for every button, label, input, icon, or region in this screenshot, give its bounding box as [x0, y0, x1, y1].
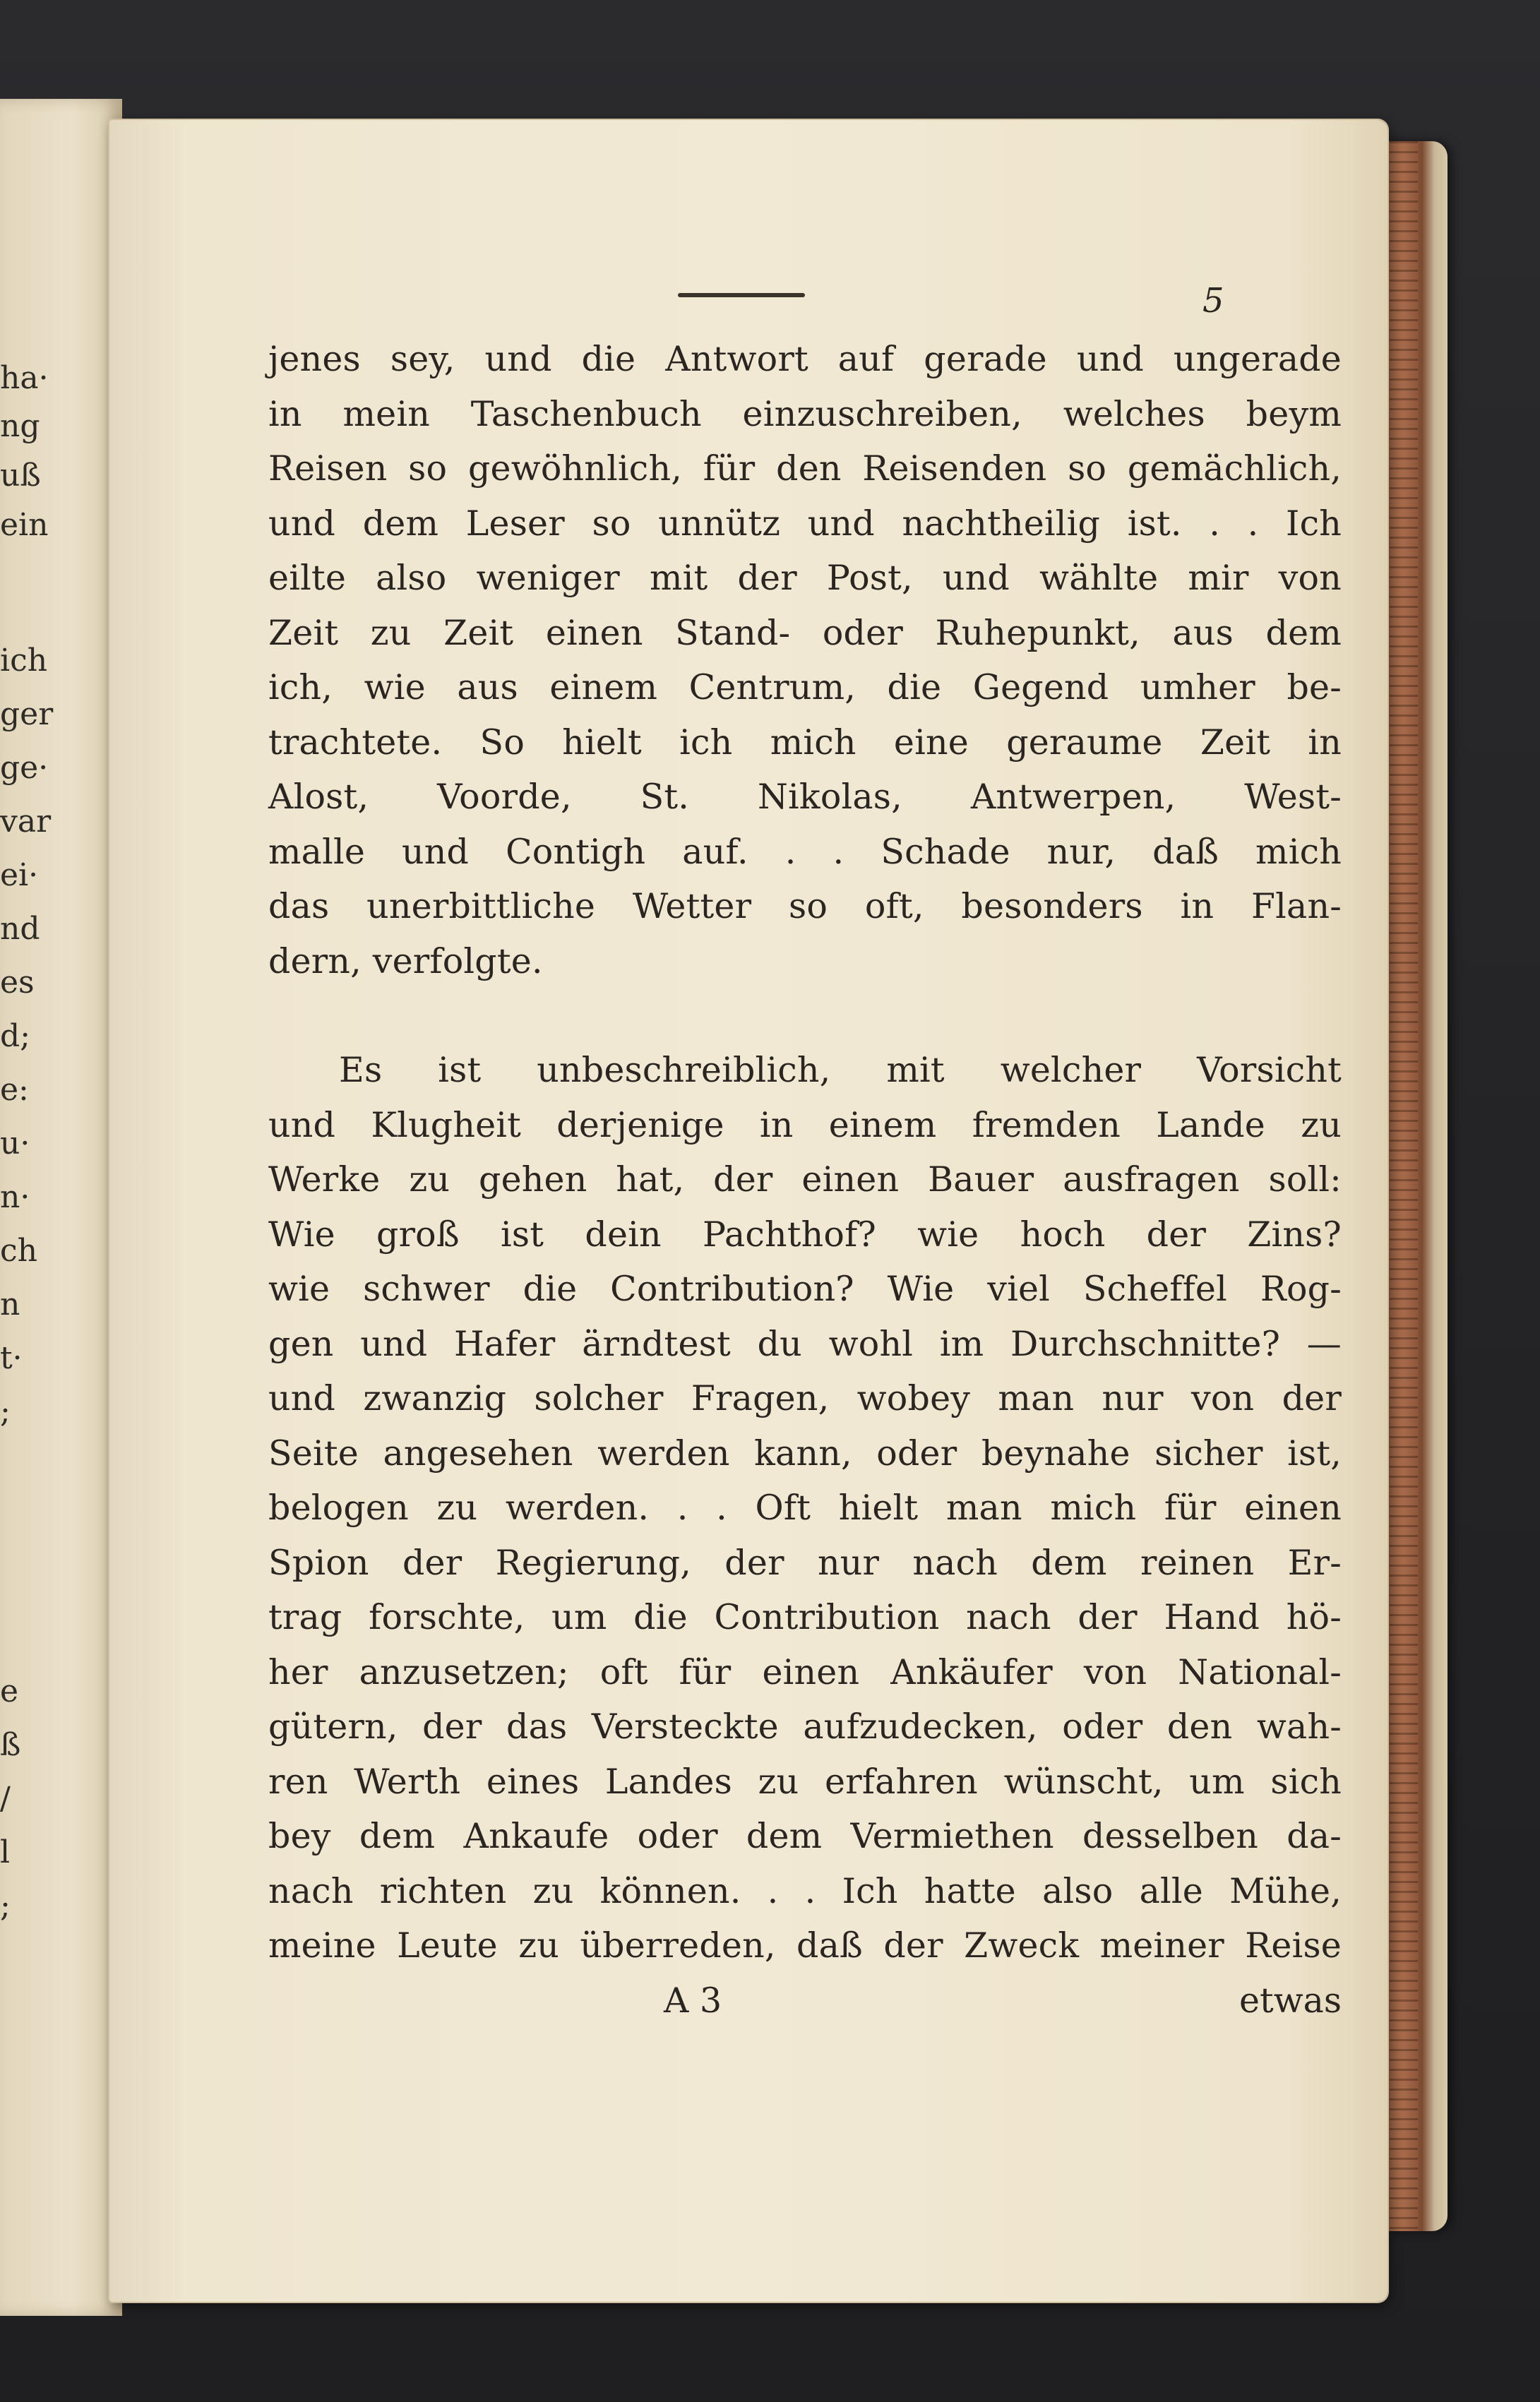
text-line: dern, verfolgte. [268, 940, 543, 981]
text-line: und zwanzig solcher Fragen, wobey man nur von der [268, 1378, 1342, 1418]
margin-fragment: ei· [0, 857, 39, 893]
text-line: wie schwer die Contribution? Wie viel Scheffel Rog- [268, 1269, 1342, 1309]
text-line: jenes sey, und die Antwort auf gerade und ungerade [268, 339, 1342, 379]
margin-fragment: u· [0, 1125, 30, 1161]
margin-fragment: t· [0, 1340, 23, 1376]
page-number: 5 [1202, 281, 1224, 321]
text-line: trag forschte, um die Contribution nach der Hand hö- [268, 1597, 1342, 1637]
previous-page-edge [0, 99, 122, 2316]
page-text [268, 332, 1342, 2028]
margin-fragment: ein [0, 507, 49, 543]
text-line: gütern, der das Versteckte aufzudecken, oder den wah- [268, 1707, 1342, 1747]
margin-fragment: ch [0, 1233, 37, 1269]
text-line: und dem Leser so unnütz und nachtheilig ist. . . Ich [268, 503, 1342, 544]
text-line: Es ist unbeschreiblich, mit welcher Vorsicht [339, 1050, 1342, 1090]
text-line: malle und Contigh auf. . . Schade nur, daß mich [268, 831, 1342, 872]
catchword: etwas [1239, 1980, 1342, 2021]
text-line: Seite angesehen werden kann, oder beynahe sicher ist, [268, 1433, 1342, 1474]
text-line: ren Werth eines Landes zu erfahren wünscht, um sich [268, 1761, 1342, 1802]
margin-fragment: ; [0, 1394, 11, 1430]
margin-fragment: nd [0, 911, 40, 947]
margin-fragment: e: [0, 1072, 29, 1108]
margin-fragment: es [0, 964, 35, 1000]
text-line: ich, wie aus einem Centrum, die Gegend umher be- [268, 667, 1342, 707]
text-line: bey dem Ankaufe oder dem Vermiethen desselben da- [268, 1816, 1342, 1856]
margin-fragment: ge· [0, 750, 49, 786]
text-line: Wie groß ist dein Pachthof? wie hoch der Zins? [268, 1214, 1342, 1255]
margin-fragment: / [0, 1781, 11, 1817]
text-line: und Klugheit derjenige in einem fremden Lande zu [268, 1104, 1342, 1145]
text-line: Zeit zu Zeit einen Stand- oder Ruhepunkt, aus dem [268, 612, 1342, 653]
margin-fragment: var [0, 803, 52, 839]
text-line: her anzusetzen; oft für einen Ankäufer von National- [268, 1651, 1342, 1692]
margin-fragment: uß [0, 458, 41, 494]
margin-fragment: d; [0, 1018, 30, 1054]
margin-fragment: ; [0, 1888, 11, 1924]
paragraph-gap [268, 988, 1342, 1043]
margin-fragment: ger [0, 696, 54, 732]
text-line: eilte also weniger mit der Post, und wählte mir von [268, 558, 1342, 598]
margin-fragment: l [0, 1834, 11, 1870]
page-footer [268, 1973, 1342, 2028]
margin-fragment: n [0, 1286, 20, 1322]
margin-fragment: ha· [0, 360, 49, 396]
text-line: trachtete. So hielt ich mich eine geraume Zeit in [268, 722, 1342, 763]
text-line: belogen zu werden. . . Oft hielt man mich für einen [268, 1488, 1342, 1528]
text-line: nach richten zu können. . . Ich hatte also alle Mühe, [268, 1870, 1342, 1911]
margin-fragment: ich [0, 643, 48, 679]
margin-fragment: e [0, 1673, 19, 1709]
margin-fragment: n· [0, 1179, 30, 1215]
text-line: Reisen so gewöhnlich, für den Reisenden so gemächlich, [268, 448, 1342, 489]
text-line: das unerbittliche Wetter so oft, besonders in Flan- [268, 886, 1342, 926]
text-line: meine Leute zu überreden, daß der Zweck meiner Reise [268, 1925, 1342, 1966]
margin-fragment: ng [0, 408, 40, 444]
margin-fragment: ß [0, 1727, 21, 1763]
header-rule [678, 293, 805, 297]
text-line: Spion der Regierung, der nur nach dem reinen Er- [268, 1542, 1342, 1583]
text-line: Werke zu gehen hat, der einen Bauer ausfragen soll: [268, 1159, 1342, 1200]
book-page [109, 120, 1387, 2302]
text-line: Alost, Voorde, St. Nikolas, Antwerpen, West- [268, 777, 1342, 817]
signature-mark: A 3 [664, 1980, 722, 2021]
paragraph-1 [268, 332, 1342, 988]
text-line: gen und Hafer ärndtest du wohl im Durchschnitte? — [268, 1323, 1342, 1364]
book-fore-edge [1384, 141, 1448, 2231]
text-line: in mein Taschenbuch einzuschreiben, welches beym [268, 393, 1342, 434]
paragraph-2 [268, 1043, 1342, 1973]
